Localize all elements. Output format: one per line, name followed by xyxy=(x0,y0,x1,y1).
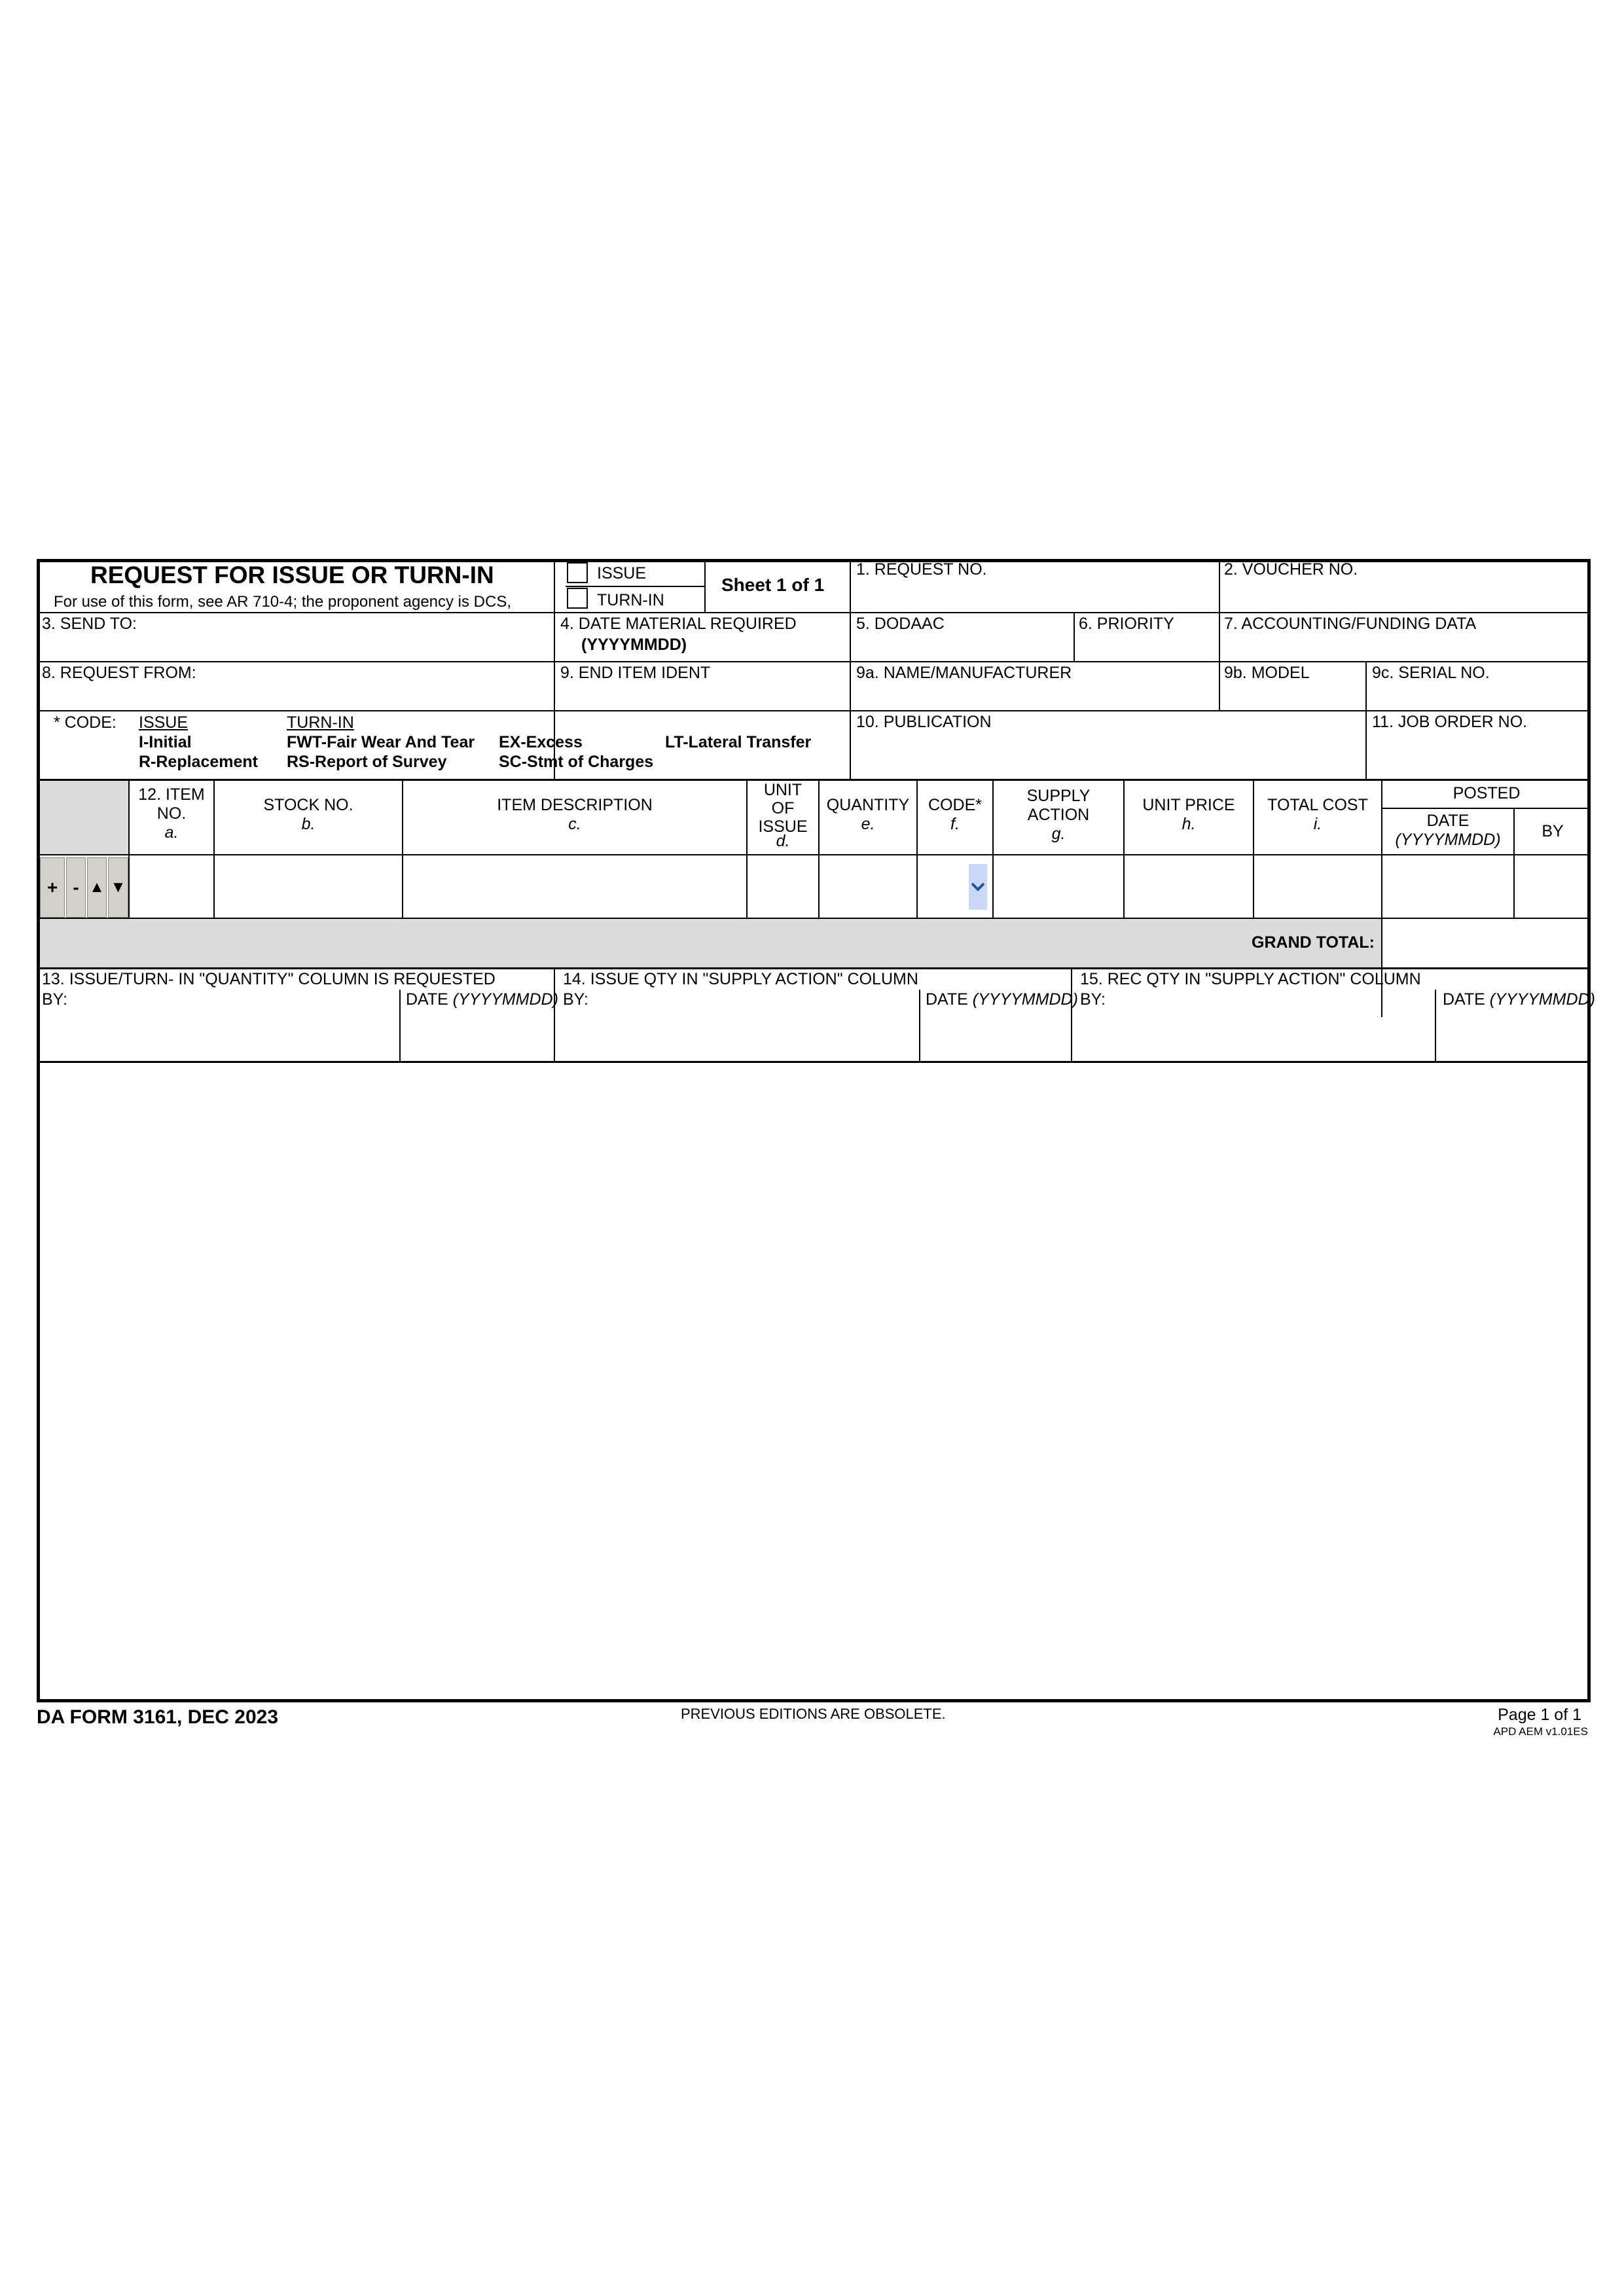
block13-by-field[interactable] xyxy=(42,1009,395,1059)
rule xyxy=(1219,559,1220,711)
rule xyxy=(1074,612,1075,661)
stock-no-field[interactable] xyxy=(215,855,402,918)
form-frame xyxy=(37,559,1591,1702)
code-replacement: R-Replacement xyxy=(139,753,258,771)
serial-field[interactable] xyxy=(1371,683,1587,709)
col-code-header: CODE* f. xyxy=(928,796,982,833)
manufacturer-field[interactable] xyxy=(855,683,1216,709)
col-item-no-header: 12. ITEM NO. a. xyxy=(138,785,205,842)
issue-label: ISSUE xyxy=(597,564,647,583)
sheet-indicator: Sheet 1 of 1 xyxy=(721,575,825,595)
turnin-label: TURN-IN xyxy=(597,591,664,609)
rule xyxy=(399,990,401,1062)
block14-by-field[interactable] xyxy=(560,1009,916,1059)
request-no-label: 1. REQUEST NO. xyxy=(856,560,987,579)
send-to-label: 3. SEND TO: xyxy=(42,615,137,633)
request-from-field[interactable] xyxy=(42,683,550,709)
col-posted-header: POSTED xyxy=(1453,784,1521,802)
code-stmt-charges: SC-Stmt of Charges xyxy=(499,753,654,771)
rule xyxy=(37,1061,1591,1063)
item-no-field[interactable] xyxy=(130,855,213,918)
remove-row-button[interactable]: - xyxy=(66,857,86,918)
end-item-label: 9. END ITEM IDENT xyxy=(560,664,711,682)
voucher-no-field[interactable] xyxy=(1223,580,1587,610)
rule xyxy=(37,612,1591,613)
priority-field[interactable] xyxy=(1077,634,1216,660)
block15-by-field[interactable] xyxy=(1077,1009,1432,1059)
move-row-down-button[interactable]: ▼ xyxy=(108,857,128,918)
job-order-field[interactable] xyxy=(1371,733,1587,776)
rule xyxy=(704,559,706,613)
rule xyxy=(37,967,1591,969)
col-item-description-header: ITEM DESCRIPTION c. xyxy=(497,796,653,833)
block14-date-field[interactable] xyxy=(922,1009,1070,1059)
turnin-checkbox[interactable] xyxy=(567,588,588,609)
voucher-no-label: 2. VOUCHER NO. xyxy=(1224,560,1358,579)
col-posted-date-header: DATE (YYYYMMDD) xyxy=(1395,812,1501,849)
accounting-label: 7. ACCOUNTING/FUNDING DATA xyxy=(1224,615,1477,633)
page-indicator: Page 1 of 1 xyxy=(1498,1706,1581,1724)
total-cost-field[interactable] xyxy=(1254,855,1381,918)
rule xyxy=(1365,661,1367,779)
model-label: 9b. MODEL xyxy=(1224,664,1310,682)
form-number: DA FORM 3161, DEC 2023 xyxy=(37,1706,279,1728)
rule xyxy=(37,661,1591,662)
rule xyxy=(850,559,851,779)
posted-date-field[interactable] xyxy=(1382,855,1513,918)
accounting-field[interactable] xyxy=(1223,634,1587,660)
code-dropdown-button[interactable] xyxy=(969,864,987,910)
move-row-up-button[interactable]: ▲ xyxy=(87,857,107,918)
item-description-field[interactable] xyxy=(403,855,746,918)
quantity-field[interactable] xyxy=(820,855,916,918)
publication-field[interactable] xyxy=(855,733,1363,776)
grand-total-label: GRAND TOTAL: xyxy=(1252,933,1375,952)
col-unit-of-issue-header: UNIT OF ISSUE d. xyxy=(758,781,808,850)
dodaac-label: 5. DODAAC xyxy=(856,615,945,633)
block15-date-field[interactable] xyxy=(1437,1009,1588,1059)
block15-date-label: DATE (YYYYMMDD) xyxy=(1443,990,1595,1009)
block13-date-field[interactable] xyxy=(402,1009,552,1059)
date-required-label: 4. DATE MATERIAL REQUIRED xyxy=(560,615,797,633)
rule xyxy=(566,586,706,587)
publication-label: 10. PUBLICATION xyxy=(856,713,992,731)
chevron-down-icon xyxy=(969,864,987,910)
col-posted-by-header: BY xyxy=(1542,822,1564,840)
request-from-label: 8. REQUEST FROM: xyxy=(42,664,196,682)
model-field[interactable] xyxy=(1223,683,1363,709)
supply-action-field[interactable] xyxy=(994,855,1123,918)
col-quantity-header: QUANTITY e. xyxy=(826,796,910,833)
col-supply-action-header: SUPPLY ACTION g. xyxy=(1026,787,1091,843)
job-order-label: 11. JOB ORDER NO. xyxy=(1372,713,1528,731)
unit-price-field[interactable] xyxy=(1125,855,1253,918)
manufacturer-label: 9a. NAME/MANUFACTURER xyxy=(856,664,1072,682)
col-unit-price-header: UNIT PRICE h. xyxy=(1142,796,1235,833)
block13-by-label: BY: xyxy=(42,990,67,1009)
block15-label: 15. REC QTY IN "SUPPLY ACTION" COLUMN xyxy=(1080,970,1421,988)
end-item-field[interactable] xyxy=(560,683,846,709)
block13-date-label: DATE (YYYYMMDD) xyxy=(406,990,558,1009)
rule xyxy=(1382,808,1591,809)
form-subtitle: For use of this form, see AR 710-4; the proponent agency is DCS, xyxy=(54,593,512,611)
posted-by-field[interactable] xyxy=(1515,855,1591,918)
date-required-format: (YYYYMMDD) xyxy=(581,636,687,654)
version-label: APD AEM v1.01ES xyxy=(1493,1725,1588,1738)
priority-label: 6. PRIORITY xyxy=(1079,615,1174,633)
rule xyxy=(37,710,1591,711)
serial-label: 9c. SERIAL NO. xyxy=(1372,664,1490,682)
rule xyxy=(1435,990,1436,1062)
code-lateral-transfer: LT-Lateral Transfer xyxy=(665,733,812,751)
grand-total-bar xyxy=(40,919,1381,967)
add-row-button[interactable]: + xyxy=(40,857,65,918)
rule xyxy=(554,967,555,1062)
code-issue-heading: ISSUE xyxy=(139,713,189,732)
rule xyxy=(919,990,920,1062)
block13-label: 13. ISSUE/TURN- IN "QUANTITY" COLUMN IS REQUESTED xyxy=(42,970,496,988)
issue-checkbox[interactable] xyxy=(567,562,588,583)
code-initial: I-Initial xyxy=(139,733,192,751)
col-stock-no-header: STOCK NO. b. xyxy=(263,796,353,833)
code-turnin-heading: TURN-IN xyxy=(287,713,354,732)
obsolete-notice: PREVIOUS EDITIONS ARE OBSOLETE. xyxy=(681,1706,946,1722)
code-fair-wear: FWT-Fair Wear And Tear xyxy=(287,733,475,751)
control-header-cell xyxy=(40,781,128,854)
grand-total-field[interactable] xyxy=(1382,919,1591,967)
block14-date-label: DATE (YYYYMMDD) xyxy=(926,990,1078,1009)
block15-by-label: BY: xyxy=(1080,990,1106,1009)
rule xyxy=(1071,967,1072,1062)
block14-label: 14. ISSUE QTY IN "SUPPLY ACTION" COLUMN xyxy=(563,970,918,988)
code-excess: EX-Excess xyxy=(499,733,583,751)
request-no-field[interactable] xyxy=(855,580,1216,610)
col-total-cost-header: TOTAL COST i. xyxy=(1267,796,1368,833)
send-to-field[interactable] xyxy=(42,634,550,660)
code-report-survey: RS-Report of Survey xyxy=(287,753,447,771)
code-label: * CODE: xyxy=(54,713,117,732)
form-title: REQUEST FOR ISSUE OR TURN-IN xyxy=(90,562,494,588)
block14-by-label: BY: xyxy=(563,990,588,1009)
unit-of-issue-field[interactable] xyxy=(748,855,818,918)
dodaac-field[interactable] xyxy=(855,634,1071,660)
